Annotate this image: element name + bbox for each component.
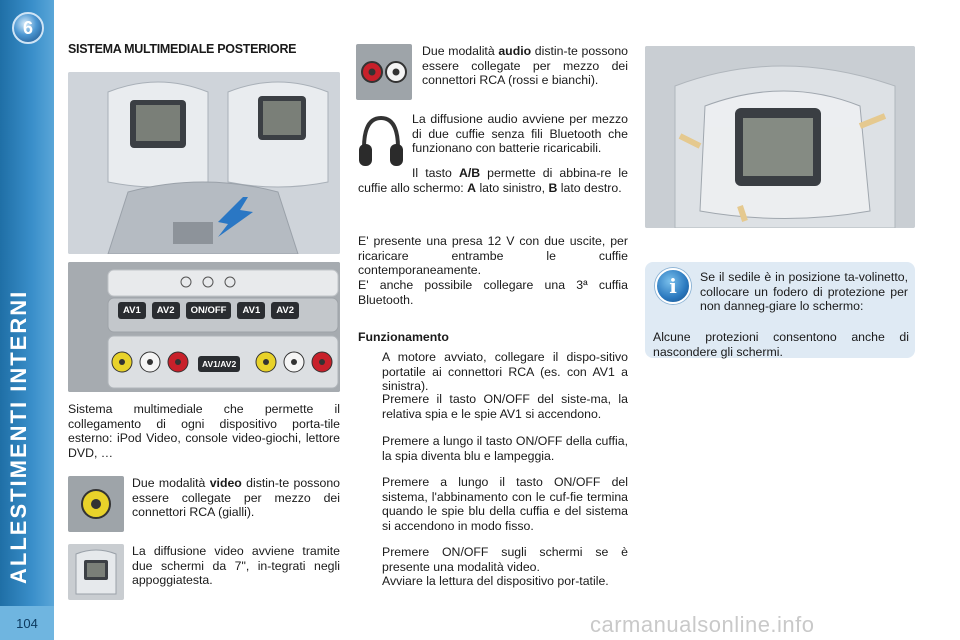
av2-button-right: AV2: [271, 302, 299, 319]
control-panel-photo: [68, 262, 340, 392]
headrest-screen-icon: [68, 544, 124, 600]
operation-step-3: Premere a lungo il tasto ON/OFF della cuffia, la spia diventa blu e lampeggia.: [382, 434, 628, 463]
section-title: SISTEMA MULTIMEDIALE POSTERIORE: [68, 42, 297, 56]
av2-button: AV2: [152, 302, 180, 319]
chapter-number-badge: 6: [12, 12, 44, 44]
audio-mode-paragraph: Due modalità audio distin-te possono essere collegate per mezzo dei connettori RCA (rossi e bianchi).: [422, 44, 628, 87]
watermark: carmanualsonline.info: [590, 612, 815, 637]
headrest-screens-drawing: [68, 72, 340, 254]
intro-paragraph: Sistema multimediale che permette il collegamento di ogni dispositivo porta-tile esterno: iPod Video, console video-giochi, lettore DVD, …: [68, 402, 340, 460]
info-hide-paragraph: Alcune protezioni consentono anche di nascondere gli schermi.: [653, 330, 909, 359]
headphones-paragraph: La diffusione audio avviene per mezzo di due cuffie senza fili Bluetooth che funzionano con batterie ricaricabili.: [412, 112, 628, 155]
yellow-rca-jack-icon: [68, 476, 124, 532]
info-icon: i: [655, 268, 691, 304]
operation-heading: Funzionamento: [358, 330, 449, 344]
audio-connector-photo: [356, 44, 412, 100]
operation-step-6: Avviare la lettura del dispositivo por-tatile.: [382, 574, 609, 588]
video-mode-paragraph: Due modalità video distin-te possono essere collegate per mezzo dei connettori RCA (gialli).: [132, 476, 340, 519]
chapter-title: ALLESTIMENTI INTERNI: [6, 289, 31, 584]
info-box: [645, 262, 915, 358]
page-number: 104: [0, 606, 54, 640]
protective-cover-drawing: [645, 46, 915, 228]
headrest-screen-photo: [68, 544, 124, 600]
headphones-icon: [356, 112, 406, 174]
red-white-rca-jack-icon: [356, 44, 412, 100]
socket-paragraph: E' presente una presa 12 V con due uscite, per ricaricare entrambe le cuffie contemporaneamente.: [358, 234, 628, 277]
av1-button-right: AV1: [237, 302, 265, 319]
on-off-button: ON/OFF: [186, 302, 232, 319]
operation-step-5: Premere ON/OFF sugli schermi se è presente una modalità video.: [382, 545, 628, 574]
third-headphone-paragraph: E' anche possibile collegare una 3ª cuffia Bluetooth.: [358, 278, 628, 307]
av1-button: AV1: [118, 302, 146, 319]
info-cover-paragraph: Se il sedile è in posizione ta-volinetto, collocare un fodero di protezione per non danneg-giare lo schermo:: [700, 270, 908, 313]
panel-button-row: [118, 302, 338, 319]
operation-step-2: Premere il tasto ON/OFF del siste-ma, la relativa spia e le spie AV1 si accendono.: [382, 392, 628, 421]
video-connector-photo: [68, 476, 124, 532]
protective-cover-illustration: [645, 46, 915, 228]
headrest-screens-illustration: [68, 72, 340, 254]
ab-button-paragraph: Il tasto A/B permette di abbina-re le cuffie allo schermo: A lato sinistro, B lato destro.: [358, 166, 628, 195]
operation-step-1: A motore avviato, collegare il dispo-sitivo portatile ai connettori RCA (es. con AV1 a sinistra).: [382, 350, 628, 393]
screens-paragraph: La diffusione video avviene tramite due schermi da 7", in-tegrati negli appoggiatesta.: [132, 544, 340, 587]
operation-step-4: Premere a lungo il tasto ON/OFF del sistema, l'abbinamento con le cuf-fie termina quando le spie blu della cuffia e del sistema si accendono in modo fisso.: [382, 475, 628, 533]
headphones-drawing: [356, 112, 406, 174]
av1-av2-label: AV1/AV2: [198, 356, 240, 372]
